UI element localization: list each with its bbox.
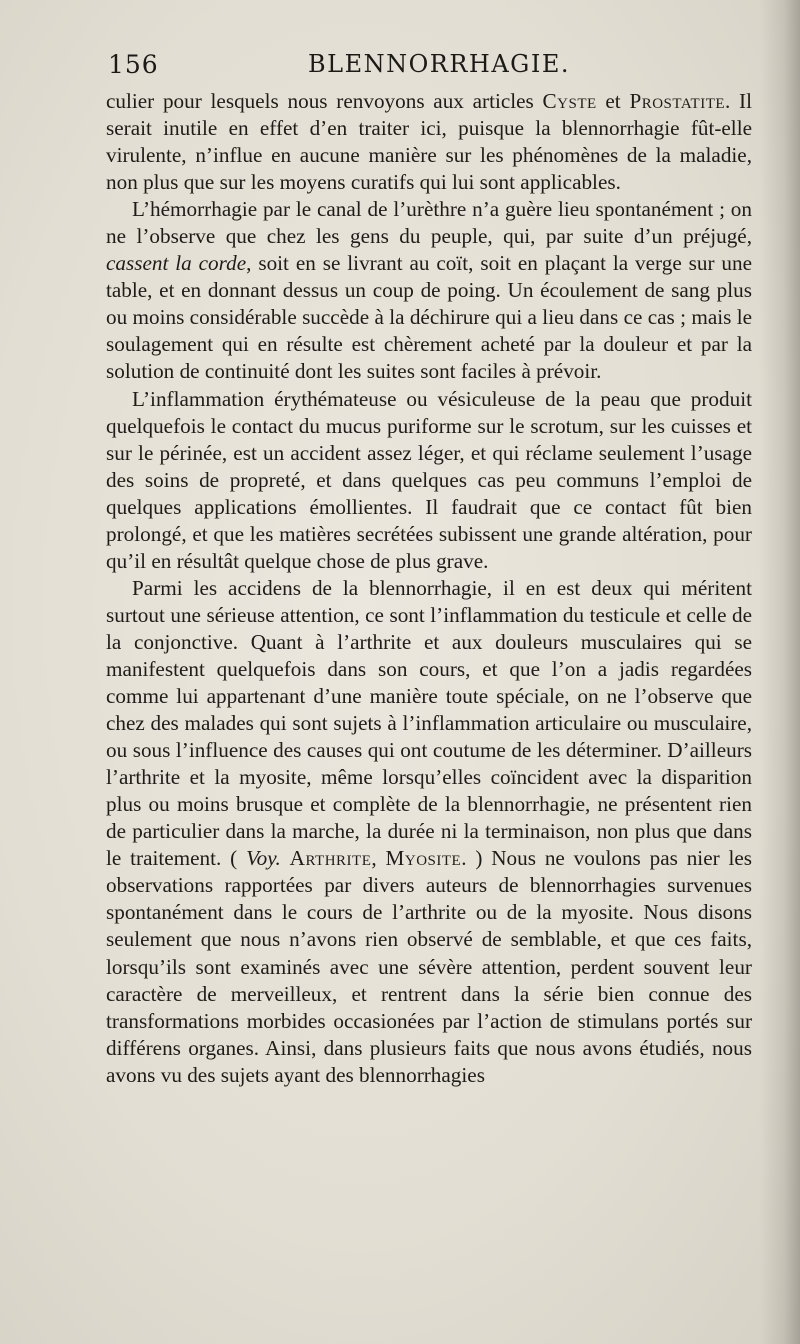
- text-run: L’inflammation érythémateuse ou vésiculeuse de la peau que produit quelquefois le contact du mucus puriforme sur le scrotum, sur les cuisses et sur le périnée, est un accident assez léger, et qui réclame seulement l’usage des soins de propreté, et dans quelques cas peu communs l’emploi de quelques applications émollientes. Il faudrait que ce contact fût bien prolongé, et que les matières secrétées subissent une grande altération, pour qu’il en résultât quelque chose de plus grave.: [106, 386, 752, 573]
- page-gutter-shadow: [760, 0, 800, 1344]
- small-caps-term: Arthrite: [289, 846, 372, 871]
- paragraph-hemorrhagie: [106, 196, 752, 385]
- text-run: [281, 846, 290, 870]
- paragraph-accidens: [106, 575, 752, 1089]
- text-run: ,: [371, 846, 386, 871]
- text-run: . Il serait inutile en effet d’en traiter ici, puisque la blennorrhagie fût-elle virulente, n’influe en aucune manière sur les phénomènes de la maladie, non plus que sur les moyens curatifs qui lui sont applicables.: [106, 89, 752, 195]
- small-caps-term: Prostatite: [629, 89, 726, 113]
- page-header: [108, 50, 758, 84]
- text-run: L’hémorrhagie par le canal de l’urèthre n’a guère lieu spontanément ; on ne l’observe que chez les gens du peuple, qui, par suite d’un préjugé,: [106, 197, 752, 249]
- paragraph-continuation: [106, 88, 752, 196]
- small-caps-term: Cyste: [542, 89, 597, 113]
- italic-phrase: cassent la corde: [106, 251, 247, 276]
- body-text: [106, 88, 752, 1089]
- text-run: , soit en se livrant au coït, soit en plaçant la verge sur une table, et en donnant dessus un coup de poing. Un écoulement de sang plus ou moins considérable succède à la déchirure qui a lieu dans ce cas ; mais le soulagement qui en résulte est chèrement acheté par la douleur et par la solution de continuité dont les suites sont faciles à prévoir.: [106, 251, 753, 384]
- paragraph-inflammation-peau: [106, 386, 752, 575]
- text-run: culier pour lesquels nous renvoyons aux articles: [106, 89, 543, 113]
- text-run: . ) Nous ne voulons pas nier les observations rapportées par divers auteurs de blennorrhagies survenues spontanément dans le cours de l’arthrite ou de la myosite. Nous disons seulement que nous n’avons rien observé de semblable, et que ces faits, lorsqu’ils sont examinés avec une sévère attention, perdent souvent leur caractère de merveilleux, et rentrent dans la série bien connue des transformations morbides occasionées par l’action de stimulans portés sur différens organes. Ainsi, dans plusieurs faits que nous avons étudiés, nous avons vu des sujets ayant des blennorrhagies: [106, 846, 753, 1087]
- small-caps-term: Myosite: [385, 846, 462, 871]
- text-run: Parmi les accidens de la blennorrhagie, il en est deux qui méritent surtout une sérieuse attention, ce sont l’inflammation du testicule et celle de la conjonctive. Quant à l’arthrite et aux douleurs musculaires qui se manifestent quelquefois dans son cours, et que l’on a jadis regardées comme lui appartenant d’une manière toute spéciale, on ne l’observe que chez des malades qui sont sujets à l’inflammation articulaire ou musculaire, ou sous l’influence des causes qui ont coutume de les déterminer. D’ailleurs l’arthrite et la myosite, même lorsqu’elles coïncident avec la disparition plus ou moins brusque et complète de la blennorrhagie, ne présentent rien de particulier dans la marche, la durée ni la terminaison, non plus que dans le traitement. (: [106, 575, 752, 871]
- running-title: BLENNORRHAGIE.: [308, 50, 570, 78]
- italic-phrase: Voy.: [246, 846, 281, 871]
- text-run: et: [596, 89, 630, 113]
- page-number: 156: [108, 50, 159, 79]
